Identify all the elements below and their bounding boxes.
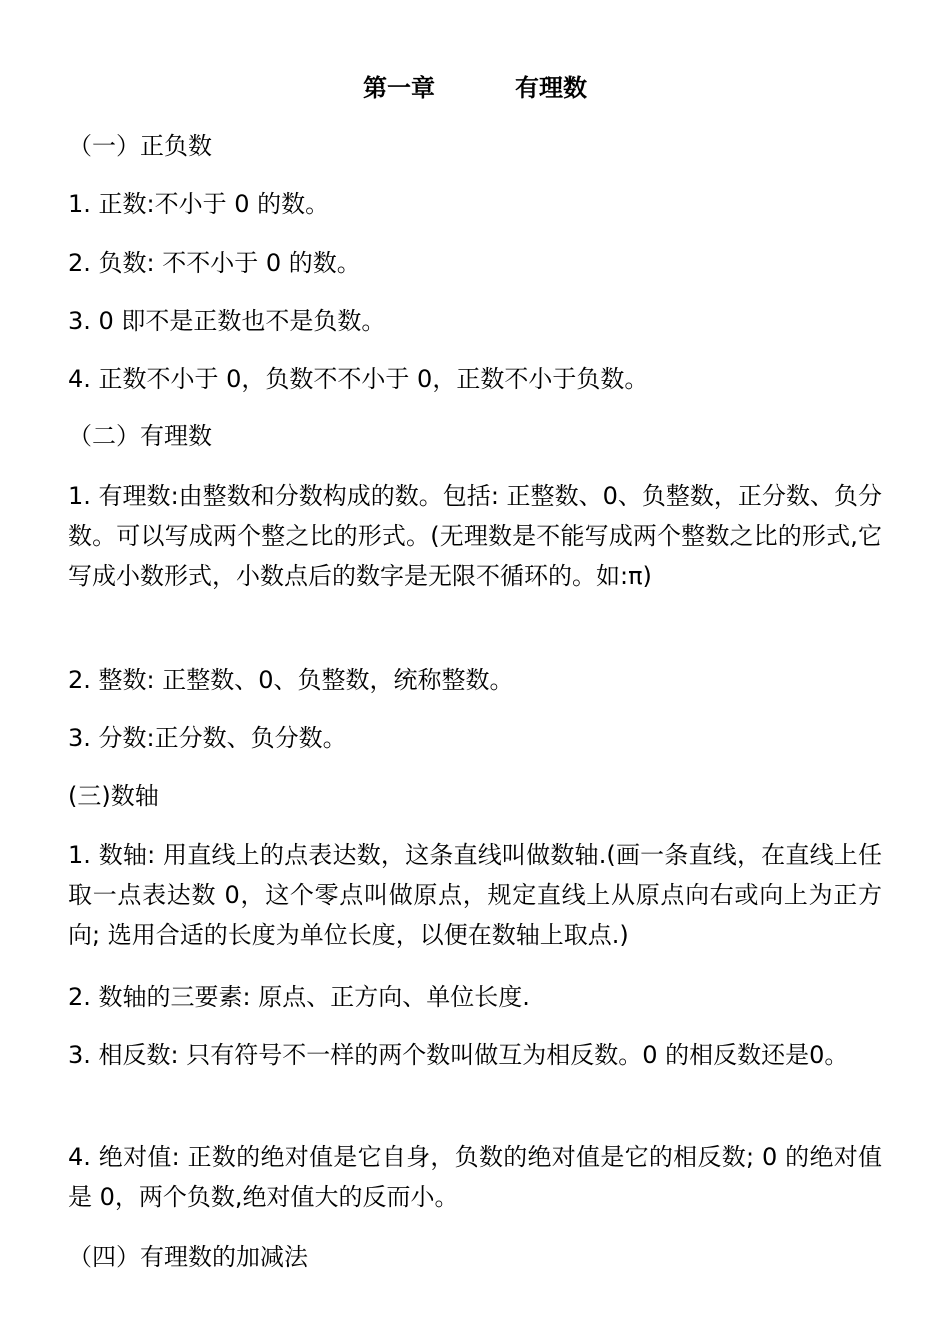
chapter-name: 有理数 (515, 73, 587, 102)
list-item: 4. 绝对值: 正数的绝对值是它自身，负数的绝对值是它的相反数; 0 的绝对值是 0，两个负数,绝对值大的反而小。 (68, 1143, 882, 1211)
chapter-number: 第一章 (363, 73, 435, 102)
section-heading: （一）正负数 (68, 132, 212, 160)
list-item: 2. 负数: 不不小于 0 的数。 (68, 249, 361, 277)
section-heading: （四）有理数的加减法 (68, 1243, 308, 1271)
list-item: 4. 正数不小于 0，负数不不小于 0，正数不小于负数。 (68, 365, 649, 393)
list-item: 3. 分数:正分数、负分数。 (68, 724, 347, 752)
list-item: 1. 有理数:由整数和分数构成的数。包括: 正整数、0、负整数，正分数、负分数。可以写成两个整之比的形式。(无理数是不能写成两个整数之比的形式,它写成小数形式，小数点后的数字是无限不循环的。如:π) (68, 482, 882, 590)
section-heading: （二）有理数 (68, 422, 212, 450)
list-item: 3. 相反数: 只有符号不一样的两个数叫做互为相反数。0 的相反数还是0。 (68, 1041, 849, 1069)
list-item: 1. 正数:不小于 0 的数。 (68, 190, 330, 218)
list-item: 2. 数轴的三要素: 原点、正方向、单位长度. (68, 983, 530, 1011)
list-item: 3. 0 即不是正数也不是负数。 (68, 307, 386, 335)
section-heading: (三)数轴 (68, 782, 159, 810)
list-item: 1. 数轴: 用直线上的点表达数，这条直线叫做数轴.(画一条直线，在直线上任取一点表达数 0，这个零点叫做原点，规定直线上从原点向右或向上为正方向; 选用合适的长度为单位长度，以便在数轴上取点.) (68, 841, 882, 949)
chapter-title (0, 70, 950, 106)
list-item: 2. 整数: 正整数、0、负整数，统称整数。 (68, 666, 514, 694)
